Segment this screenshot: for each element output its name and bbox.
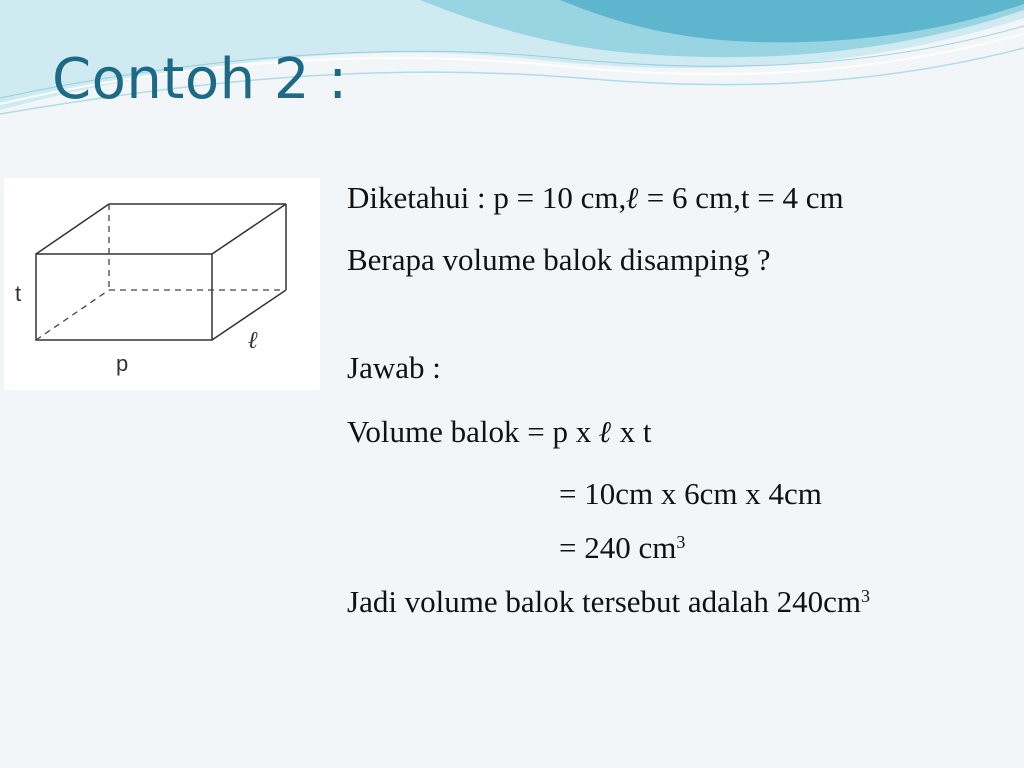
question-line: Berapa volume balok disamping ? [347,242,771,277]
conclusion-line [347,584,870,620]
calculation-step-2 [559,530,685,566]
cuboid-top-left-edge [36,204,109,254]
answer-label: Jawab : [347,350,441,385]
formula-ell-symbol: ℓ [598,415,612,450]
conclusion-superscript: 3 [860,586,870,606]
label-t: t [15,281,22,306]
cuboid-figure [4,178,320,390]
given-prefix: Diketahui : p = 10 cm, [347,180,627,215]
formula-prefix: Volume balok = p x [347,414,599,449]
step2-text: = 240 cm [559,530,677,565]
formula-line [347,414,651,450]
given-ell-symbol: ℓ [626,181,640,216]
cuboid-hidden-depth-edge [36,290,109,340]
cuboid-front-face [36,254,212,340]
cuboid-top-right-edge [212,204,286,254]
given-line [347,180,844,216]
formula-suffix: x t [611,414,652,449]
label-l: ℓ [248,325,259,354]
conclusion-text: Jadi volume balok tersebut adalah 240cm [347,584,861,619]
slide-title: Contoh 2 : [52,47,348,112]
step2-superscript: 3 [676,532,686,552]
calculation-step-1: = 10cm x 6cm x 4cm [559,476,822,511]
given-suffix: = 6 cm,t = 4 cm [639,180,844,215]
label-p: p [116,351,129,376]
